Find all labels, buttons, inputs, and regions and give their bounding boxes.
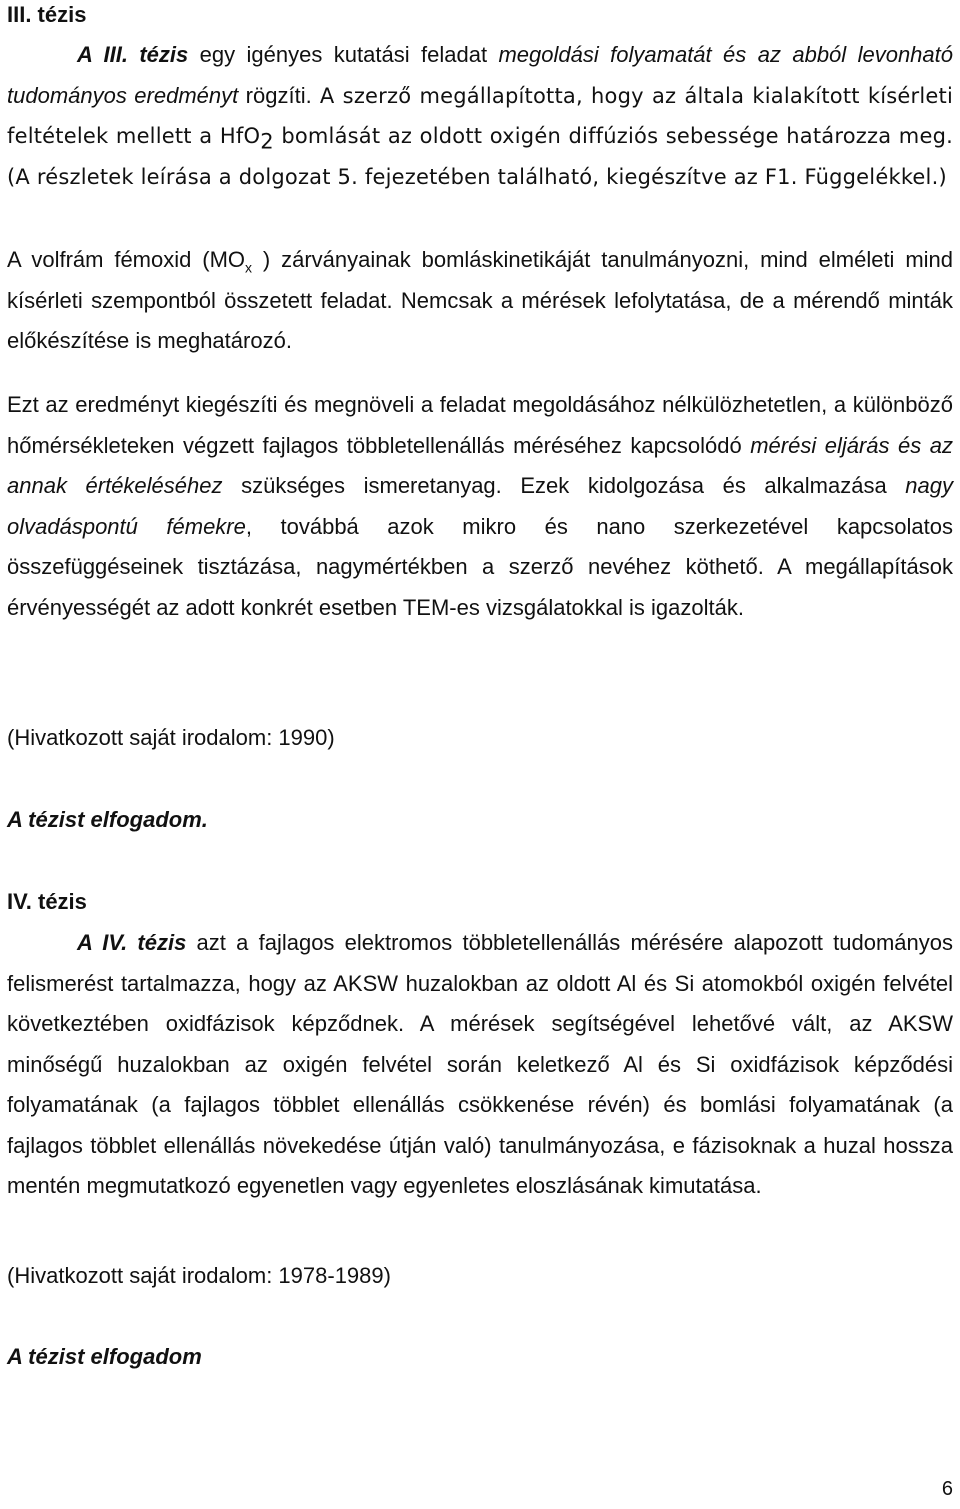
thesis4-reference: (Hivatkozott saját irodalom: 1978-1989) (7, 1263, 391, 1288)
thesis3-paragraph-3: Ezt az eredményt kiegészíti és megnöveli a feladat megoldásához nélkülözhetetlen, a különböző hőmérsékleteken végzett fajlagos többletellenállás méréséhez kapcsolódó mérési eljárás és az annak értékeléséhez szükséges ismeretanyag. Ezek kidolgozása és alkalmazása nagy olvadáspontú fémekre, továbbá azok mikro és nano szerkezetével kapcsolatos összefüggéseinek tisztázása, nagymértékben a szerző nevéhez köthető. A megállapítások érvényességét az adott konkrét esetben TEM-es vizsgálatokkal is igazolták. (7, 392, 954, 620)
thesis3-intro-paragraph: A III. tézis egy igényes kutatási feladat megoldási folyamatát és az abból levonható tudományos eredményt rögzíti. A szerző megállapította, hogy az általa kialakított kísérleti feltételek mellett a HfO$_2$ bomlását az oldott oxigén diffúziós sebessége határozza meg. (A részletek leírása a dolgozat 5. fejezetében található, kiegészítve az F1. Függelékkel.) (7, 42, 953, 189)
page-number: 6 (941, 1478, 953, 1500)
thesis3-intro-label: A III. tézis (77, 42, 189, 67)
thesis3-heading: III. tézis (7, 2, 87, 27)
thesis3-reference: (Hivatkozott saját irodalom: 1990) (7, 725, 335, 750)
thesis3-paragraph-2: A volfrám fémoxid ($MO_x$ ) zárványainak bomláskinetikáját tanulmányozni, mind elméleti mind kísérleti szempontból összetett feladat. Nemcsak a mérések lefolytatása, de a mérendő minták előkészítése is meghatározó. (7, 247, 954, 353)
thesis4-intro-label: A IV. tézis (77, 930, 187, 955)
thesis4-verdict: A tézist elfogadom (7, 1344, 202, 1369)
thesis4-intro-paragraph: A IV. tézis azt a fajlagos elektromos többletellenállás mérésére alapozott tudományos felismerést tartalmazza, hogy az AKSW huzalokban az oldott Al és Si atomokból oxigén felvétel következtében oxidfázisok képződnek. A mérések segítségével lehetővé vált, az AKSW minőségű huzalokban az oxigén felvétel során keletkező Al és Si oxidfázisok képződési folyamatának (a fajlagos többlet ellenállás csökkenése révén) és bomlási folyamatának (a fajlagos többlet ellenállás növekedése útján való) tanulmányozása, e fázisoknak a huzal hossza mentén megmutatkozó egyenetlen vagy egyenletes eloszlásának kimutatása. (7, 930, 953, 1198)
thesis3-verdict: A tézist elfogadom. (7, 807, 208, 832)
thesis4-heading: IV. tézis (7, 889, 87, 914)
